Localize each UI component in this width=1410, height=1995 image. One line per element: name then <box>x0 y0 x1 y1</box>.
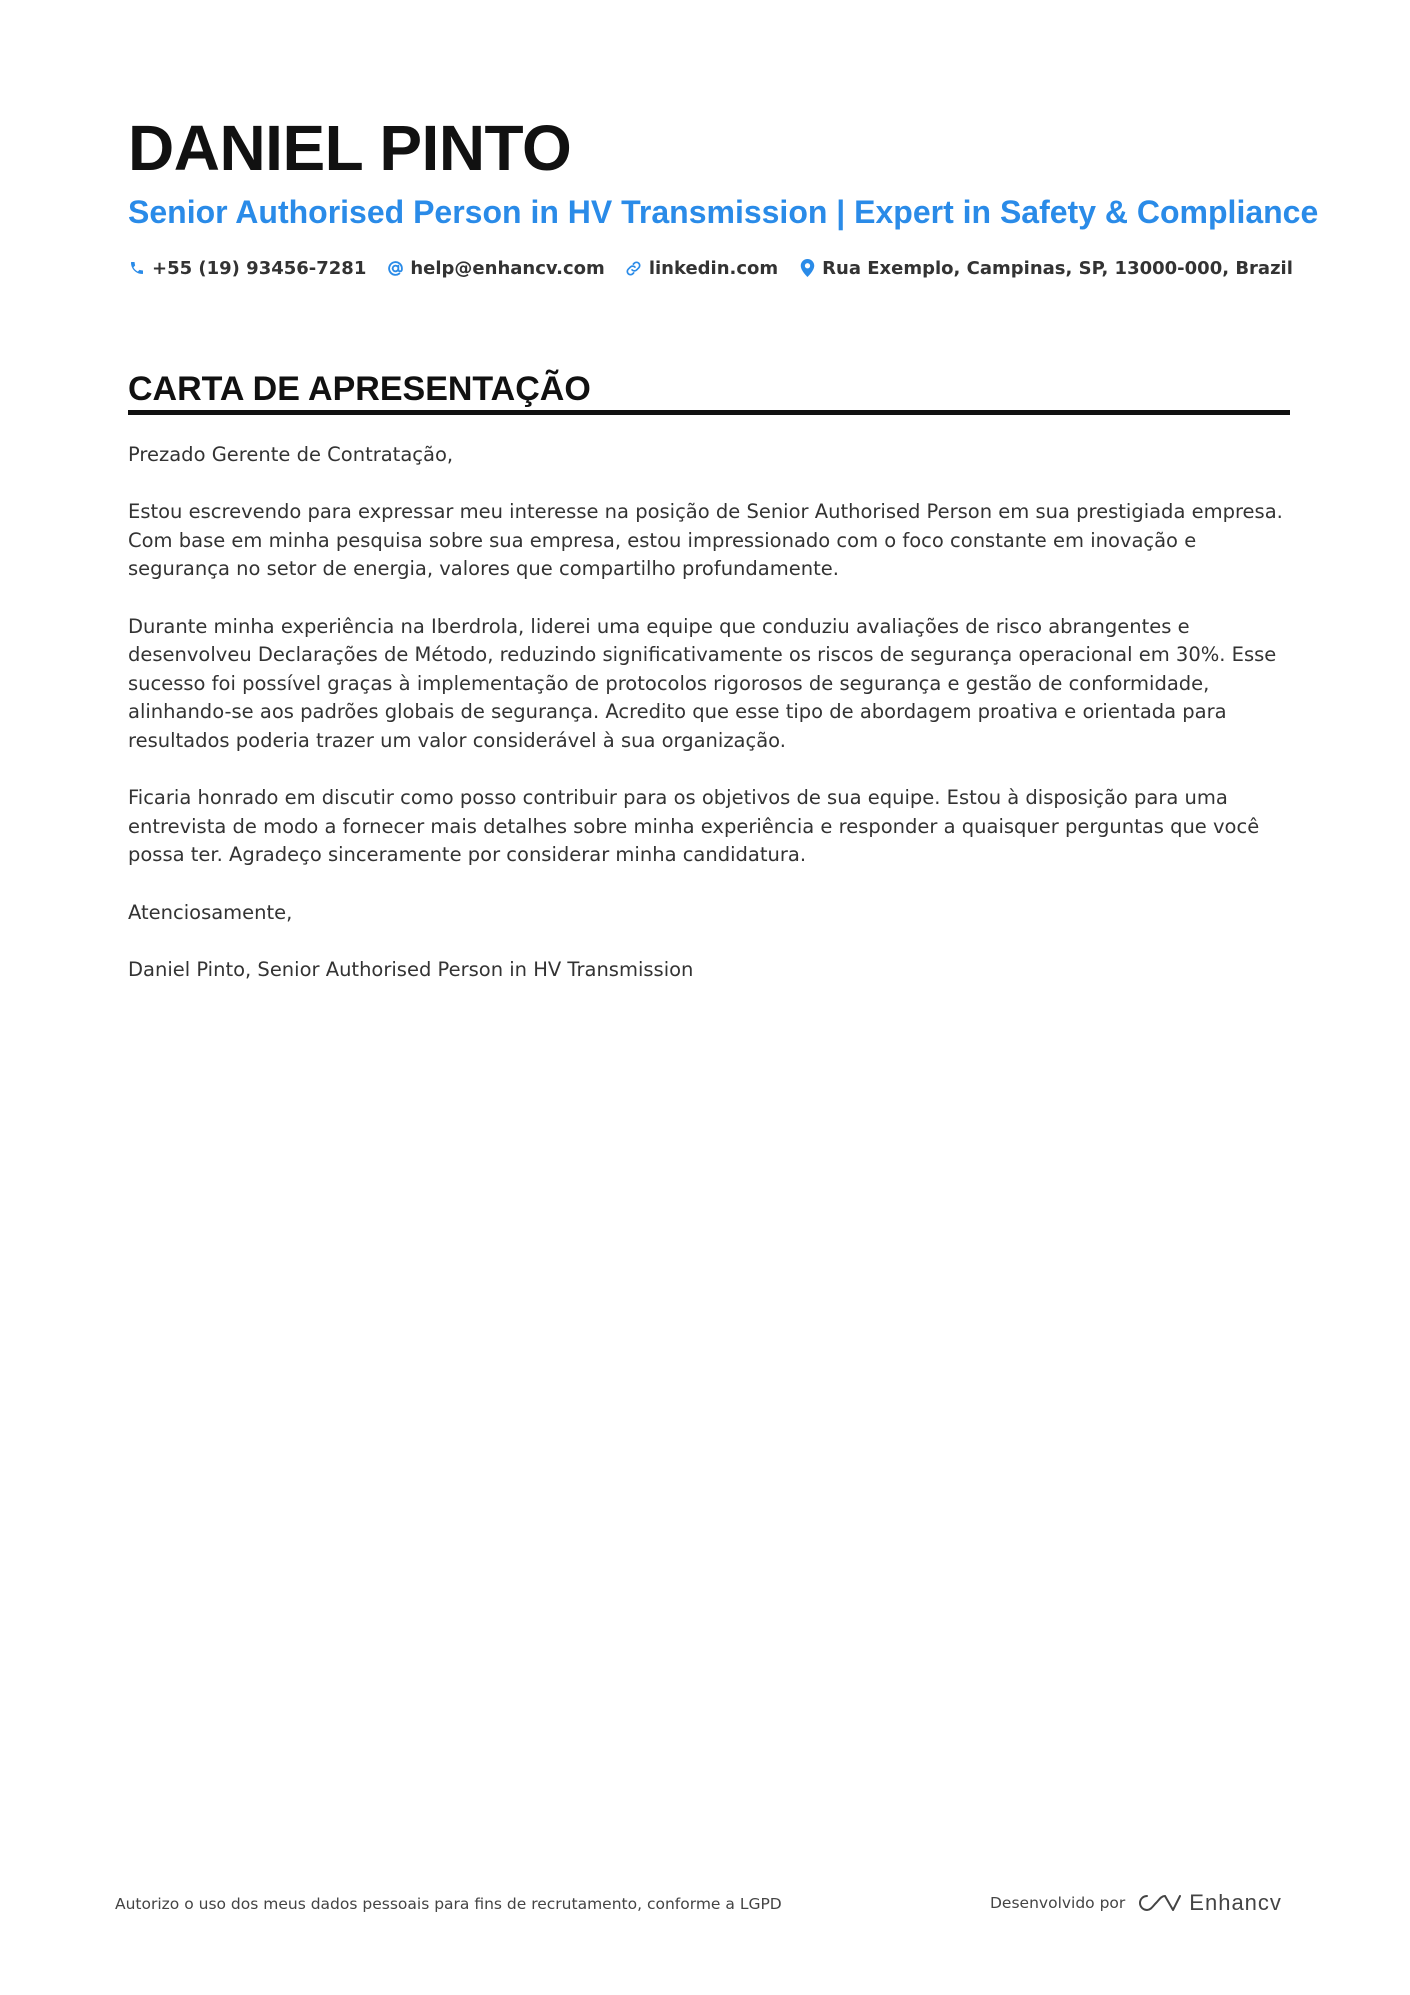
candidate-headline: Senior Authorised Person in HV Transmission | Expert in Safety & Compliance <box>128 194 1319 230</box>
contact-email[interactable] <box>386 258 604 279</box>
section-title: CARTA DE APRESENTAÇÃO <box>128 370 591 408</box>
letter-paragraph: Ficaria honrado em discutir como posso contribuir para os objetivos de sua equipe. Estou à disposição para uma entrevista de modo a fornecer mais detalhes sobre minha experiência e responder a quaisquer perguntas que você possa ter. Agradeço sinceramente por considerar minha candidatura. <box>128 786 1260 867</box>
link-icon <box>625 259 643 277</box>
section-divider <box>128 410 1290 415</box>
letter-salutation: Prezado Gerente de Contratação, <box>128 443 454 466</box>
contact-linkedin[interactable] <box>625 258 778 279</box>
location-pin-icon <box>798 259 816 277</box>
contact-address <box>798 258 1293 279</box>
candidate-name: DANIEL PINTO <box>128 112 572 184</box>
enhancv-wordmark: Enhancv <box>1189 1890 1282 1915</box>
phone-text: +55 (19) 93456-7281 <box>152 257 367 279</box>
gdpr-consent-note: Autorizo o uso dos meus dados pessoais para fins de recrutamento, conforme a LGPD <box>115 1895 782 1913</box>
at-icon <box>386 259 404 277</box>
enhancv-logo-icon <box>1135 1891 1181 1915</box>
letter-closing: Atenciosamente, <box>128 900 293 924</box>
phone-icon <box>128 259 146 277</box>
address-text: Rua Exemplo, Campinas, SP, 13000-000, Brazil <box>822 257 1293 279</box>
email-link[interactable]: help@enhancv.com <box>410 257 605 279</box>
contact-phone <box>128 258 366 279</box>
powered-by-label: Desenvolvido por <box>990 1894 1126 1912</box>
letter-paragraph: Estou escrevendo para expressar meu interesse na posição de Senior Authorised Person em sua prestigiada empresa. Com base em minha pesquisa sobre sua empresa, estou impressionado com o foco constante em inovação e segurança no setor de energia, valores que compartilho profundamente. <box>128 500 1283 581</box>
letter-paragraph: Durante minha experiência na Iberdrola, liderei uma equipe que conduziu avaliações de risco abrangentes e desenvolveu Declarações de Método, reduzindo significativamente os riscos de segurança operacional em 30%. Esse sucesso foi possível graças à implementação de protocolos rigorosos de segurança e gestão de conformidade, alinhando-se aos padrões globais de segurança. Acredito que esse tipo de abordagem proativa e orientada para resultados poderia trazer um valor considerável à sua organização. <box>128 614 1277 752</box>
powered-by[interactable] <box>990 1888 1282 1918</box>
letter-body <box>128 441 1298 1013</box>
contact-bar <box>128 254 1293 282</box>
letter-signature: Daniel Pinto, Senior Authorised Person in HV Transmission <box>128 957 694 981</box>
enhancv-logo[interactable] <box>1135 1890 1282 1916</box>
linkedin-link[interactable]: linkedin.com <box>648 257 779 279</box>
